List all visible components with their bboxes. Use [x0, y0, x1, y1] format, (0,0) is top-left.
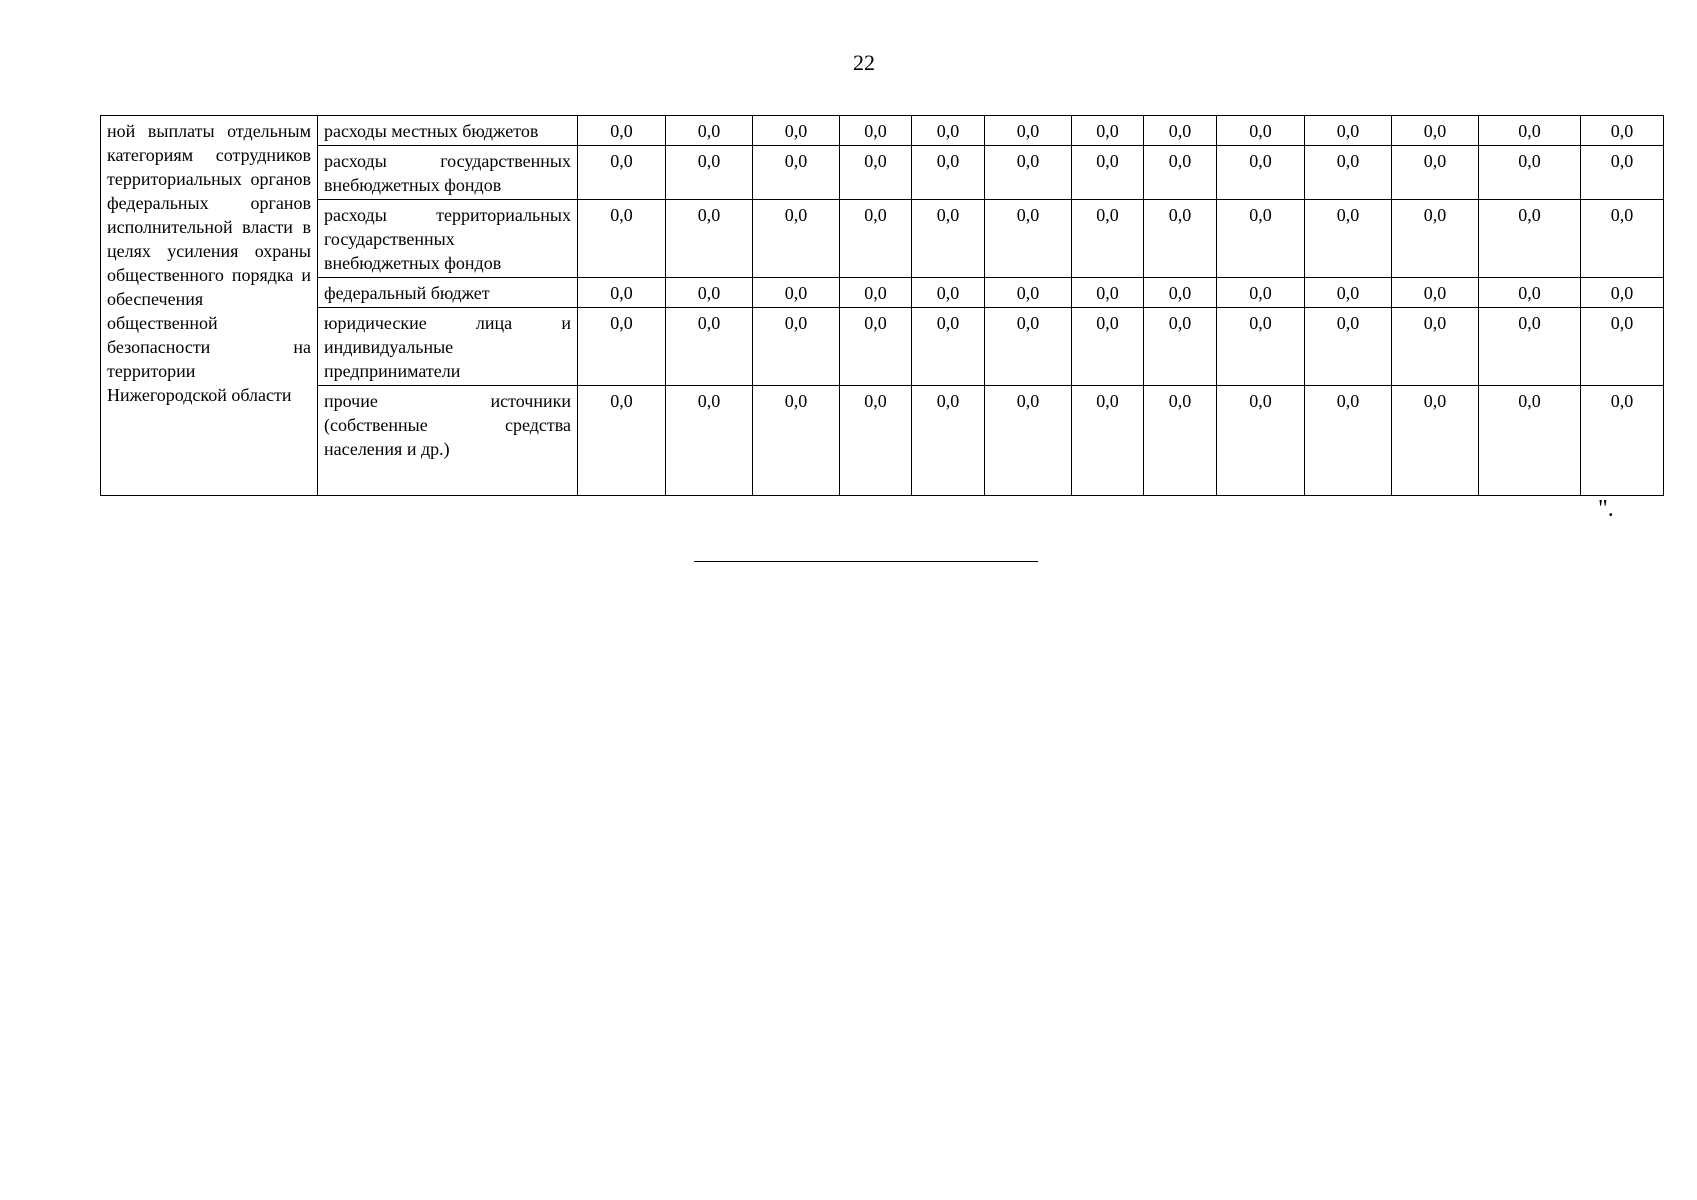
value-cell: 0,0	[1217, 146, 1305, 200]
value-cell: 0,0	[1144, 146, 1217, 200]
value-cell: 0,0	[1217, 386, 1305, 496]
value-cell: 0,0	[1305, 200, 1392, 278]
value-cell: 0,0	[1479, 308, 1581, 386]
value-cell: 0,0	[912, 386, 985, 496]
closing-quote: ".	[1598, 496, 1614, 522]
table-row	[101, 146, 1664, 200]
value-cell: 0,0	[578, 200, 666, 278]
value-cell: 0,0	[985, 386, 1072, 496]
value-cell: 0,0	[1392, 308, 1479, 386]
value-cell: 0,0	[666, 200, 753, 278]
value-cell: 0,0	[1392, 200, 1479, 278]
table-row	[101, 200, 1664, 278]
value-cell: 0,0	[1072, 278, 1144, 308]
value-cell: 0,0	[1392, 278, 1479, 308]
value-cell: 0,0	[666, 308, 753, 386]
value-cell: 0,0	[1217, 116, 1305, 146]
value-cell: 0,0	[753, 146, 840, 200]
value-cell: 0,0	[1144, 278, 1217, 308]
value-cell: 0,0	[1217, 308, 1305, 386]
value-cell: 0,0	[753, 200, 840, 278]
value-cell: 0,0	[753, 386, 840, 496]
value-cell: 0,0	[912, 308, 985, 386]
table-row	[101, 308, 1664, 386]
value-cell: 0,0	[840, 146, 912, 200]
value-cell: 0,0	[840, 116, 912, 146]
value-cell: 0,0	[578, 278, 666, 308]
value-cell: 0,0	[1072, 308, 1144, 386]
value-cell: 0,0	[1581, 200, 1664, 278]
value-cell: 0,0	[985, 308, 1072, 386]
page-number: 22	[853, 50, 875, 75]
value-cell: 0,0	[840, 200, 912, 278]
value-cell: 0,0	[578, 116, 666, 146]
value-cell: 0,0	[985, 146, 1072, 200]
value-cell: 0,0	[578, 308, 666, 386]
value-cell: 0,0	[1305, 386, 1392, 496]
funding-source-label: федеральный бюджет	[318, 278, 578, 308]
value-cell: 0,0	[1305, 116, 1392, 146]
value-cell: 0,0	[753, 308, 840, 386]
end-separator-line	[694, 561, 1038, 562]
value-cell: 0,0	[985, 200, 1072, 278]
value-cell: 0,0	[578, 146, 666, 200]
value-cell: 0,0	[1479, 386, 1581, 496]
value-cell: 0,0	[1479, 116, 1581, 146]
value-cell: 0,0	[912, 278, 985, 308]
funding-source-label: расходы местных бюджетов	[318, 116, 578, 146]
value-cell: 0,0	[1581, 308, 1664, 386]
budget-table	[100, 115, 1664, 496]
value-cell: 0,0	[1581, 386, 1664, 496]
value-cell: 0,0	[1305, 308, 1392, 386]
value-cell: 0,0	[753, 116, 840, 146]
value-cell: 0,0	[1479, 278, 1581, 308]
value-cell: 0,0	[840, 386, 912, 496]
value-cell: 0,0	[912, 146, 985, 200]
value-cell: 0,0	[1392, 146, 1479, 200]
value-cell: 0,0	[1305, 278, 1392, 308]
value-cell: 0,0	[912, 116, 985, 146]
value-cell: 0,0	[1305, 146, 1392, 200]
funding-source-label: расходы территориальных государственных внебюджетных фондов	[318, 200, 578, 278]
measure-description: ной выплаты отдельным категориям сотрудников территориальных органов федеральных органов исполнительной власти в целях усиления охраны общественного порядка и обеспечения общественной безопасности на территории Нижегородской области	[101, 116, 318, 496]
value-cell: 0,0	[1072, 116, 1144, 146]
table-row	[101, 386, 1664, 496]
value-cell: 0,0	[1144, 200, 1217, 278]
value-cell: 0,0	[840, 308, 912, 386]
value-cell: 0,0	[666, 146, 753, 200]
value-cell: 0,0	[1144, 116, 1217, 146]
value-cell: 0,0	[1217, 278, 1305, 308]
value-cell: 0,0	[1581, 116, 1664, 146]
value-cell: 0,0	[1581, 278, 1664, 308]
value-cell: 0,0	[1072, 386, 1144, 496]
value-cell: 0,0	[666, 386, 753, 496]
table-row	[101, 116, 1664, 146]
value-cell: 0,0	[1392, 116, 1479, 146]
value-cell: 0,0	[666, 116, 753, 146]
value-cell: 0,0	[1392, 386, 1479, 496]
value-cell: 0,0	[985, 278, 1072, 308]
value-cell: 0,0	[840, 278, 912, 308]
funding-source-label: юридические лица и индивидуальные предприниматели	[318, 308, 578, 386]
value-cell: 0,0	[1072, 146, 1144, 200]
value-cell: 0,0	[1479, 200, 1581, 278]
funding-source-label: прочие источники (собственные средства населения и др.)	[318, 386, 578, 496]
value-cell: 0,0	[1144, 386, 1217, 496]
value-cell: 0,0	[753, 278, 840, 308]
funding-source-label: расходы государственных внебюджетных фондов	[318, 146, 578, 200]
value-cell: 0,0	[578, 386, 666, 496]
value-cell: 0,0	[666, 278, 753, 308]
value-cell: 0,0	[912, 200, 985, 278]
value-cell: 0,0	[1144, 308, 1217, 386]
value-cell: 0,0	[1072, 200, 1144, 278]
value-cell: 0,0	[1581, 146, 1664, 200]
value-cell: 0,0	[985, 116, 1072, 146]
table-row	[101, 278, 1664, 308]
value-cell: 0,0	[1217, 200, 1305, 278]
value-cell: 0,0	[1479, 146, 1581, 200]
